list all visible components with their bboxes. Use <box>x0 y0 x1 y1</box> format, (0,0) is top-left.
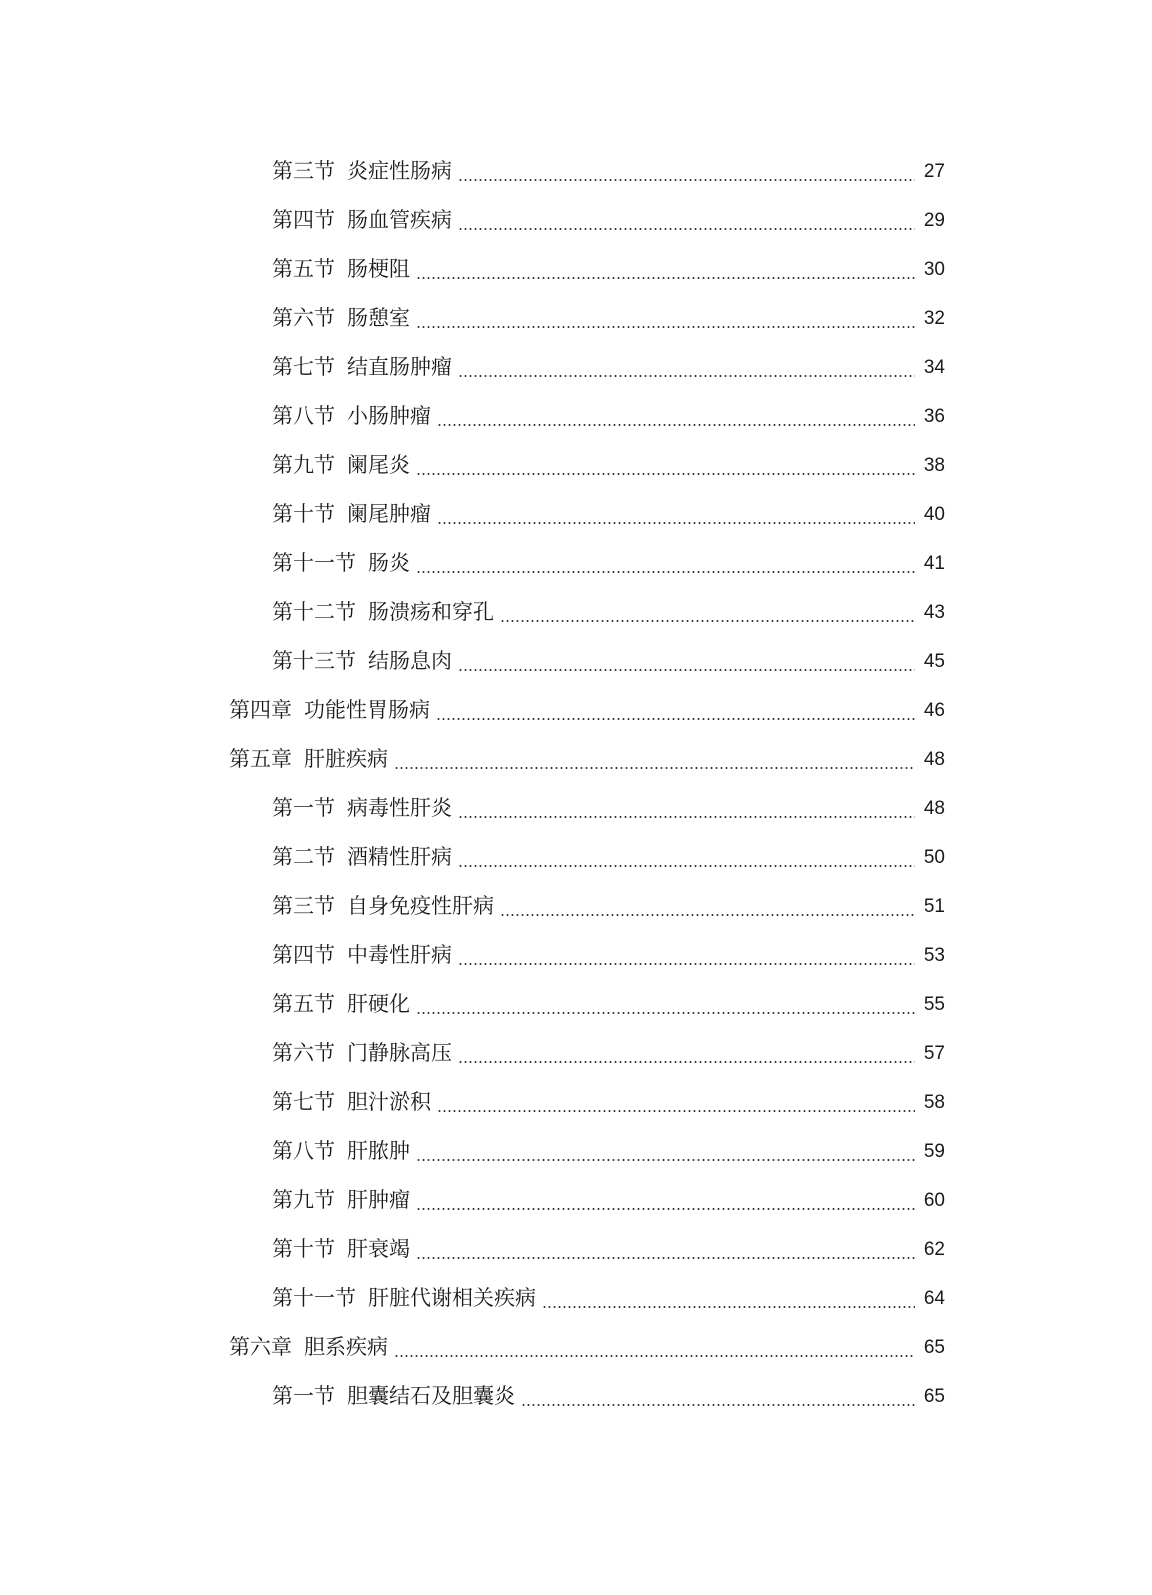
toc-entry-number: 第三节 <box>272 894 335 918</box>
toc-dot-leader <box>458 179 915 181</box>
toc-section-entry[interactable] <box>0 539 1152 588</box>
toc-entry-number: 第一节 <box>272 796 335 820</box>
toc-entry-number: 第八节 <box>272 1139 335 1163</box>
toc-entry-number: 第七节 <box>272 1090 335 1114</box>
toc-section-entry[interactable] <box>0 294 1152 343</box>
toc-entry-title: 中毒性肝病 <box>347 943 452 967</box>
toc-section-entry[interactable] <box>0 931 1152 980</box>
toc-page-number: 48 <box>923 798 945 819</box>
toc-entry-number: 第五章 <box>229 747 292 771</box>
toc-dot-leader <box>458 865 915 867</box>
toc-entry-title: 胆囊结石及胆囊炎 <box>347 1384 515 1408</box>
toc-page-number: 41 <box>923 553 945 574</box>
toc-entry-number: 第八节 <box>272 404 335 428</box>
toc-dot-leader <box>458 669 915 671</box>
toc-page-number: 38 <box>923 455 945 476</box>
toc-entry-title: 肠溃疡和穿孔 <box>368 600 494 624</box>
toc-section-entry[interactable] <box>0 637 1152 686</box>
toc-entry-number: 第十一节 <box>272 1286 356 1310</box>
toc-entry-number: 第十节 <box>272 502 335 526</box>
toc-dot-leader <box>458 375 915 377</box>
toc-entry-title: 自身免疫性肝病 <box>347 894 494 918</box>
toc-page-number: 62 <box>923 1239 945 1260</box>
toc-dot-leader <box>458 1061 915 1063</box>
toc-page-number: 46 <box>923 700 945 721</box>
toc-page-number: 53 <box>923 945 945 966</box>
toc-dot-leader <box>416 1012 915 1014</box>
toc-entry-title: 胆系疾病 <box>304 1335 388 1359</box>
toc-page-number: 45 <box>923 651 945 672</box>
toc-entry-number: 第十二节 <box>272 600 356 624</box>
toc-dot-leader <box>394 767 915 769</box>
toc-section-entry[interactable] <box>0 343 1152 392</box>
toc-dot-leader <box>521 1404 915 1406</box>
toc-entry-number: 第五节 <box>272 992 335 1016</box>
toc-section-entry[interactable] <box>0 392 1152 441</box>
toc-section-entry[interactable] <box>0 784 1152 833</box>
toc-entry-title: 肠憩室 <box>347 306 410 330</box>
toc-entry-number: 第七节 <box>272 355 335 379</box>
toc-entry-number: 第九节 <box>272 453 335 477</box>
toc-page-number: 55 <box>923 994 945 1015</box>
toc-dot-leader <box>394 1355 915 1357</box>
toc-entry-number: 第九节 <box>272 1188 335 1212</box>
toc-entry-number: 第六章 <box>229 1335 292 1359</box>
toc-dot-leader <box>458 963 915 965</box>
toc-entry-title: 阑尾炎 <box>347 453 410 477</box>
toc-entry-title: 肝衰竭 <box>347 1237 410 1261</box>
toc-entry-number: 第六节 <box>272 306 335 330</box>
toc-entry-title: 炎症性肠病 <box>347 159 452 183</box>
toc-dot-leader <box>416 1257 915 1259</box>
toc-entry-title: 结肠息肉 <box>368 649 452 673</box>
toc-entry-title: 功能性胃肠病 <box>304 698 430 722</box>
toc-dot-leader <box>437 1110 915 1112</box>
toc-dot-leader <box>416 277 915 279</box>
toc-page-number: 50 <box>923 847 945 868</box>
toc-entry-title: 肝脏疾病 <box>304 747 388 771</box>
toc-section-entry[interactable] <box>0 833 1152 882</box>
toc-entry-number: 第三节 <box>272 159 335 183</box>
toc-section-entry[interactable] <box>0 490 1152 539</box>
toc-entry-number: 第十一节 <box>272 551 356 575</box>
toc-section-entry[interactable] <box>0 1274 1152 1323</box>
toc-section-entry[interactable] <box>0 1176 1152 1225</box>
toc-entry-title: 病毒性肝炎 <box>347 796 452 820</box>
toc-dot-leader <box>437 522 915 524</box>
toc-chapter-entry[interactable] <box>0 686 1152 735</box>
toc-dot-leader <box>416 473 915 475</box>
toc-entry-number: 第六节 <box>272 1041 335 1065</box>
toc-section-entry[interactable] <box>0 1372 1152 1421</box>
toc-page-number: 27 <box>923 161 945 182</box>
toc-page-number: 32 <box>923 308 945 329</box>
toc-entry-title: 肠梗阻 <box>347 257 410 281</box>
toc-entry-title: 结直肠肿瘤 <box>347 355 452 379</box>
toc-dot-leader <box>437 424 915 426</box>
toc-entry-title: 门静脉高压 <box>347 1041 452 1065</box>
toc-dot-leader <box>500 914 915 916</box>
toc-entry-title: 酒精性肝病 <box>347 845 452 869</box>
toc-page-number: 58 <box>923 1092 945 1113</box>
table-of-contents <box>0 147 1152 1421</box>
toc-section-entry[interactable] <box>0 1078 1152 1127</box>
toc-dot-leader <box>416 571 915 573</box>
toc-dot-leader <box>458 228 915 230</box>
toc-entry-title: 小肠肿瘤 <box>347 404 431 428</box>
toc-entry-title: 肠血管疾病 <box>347 208 452 232</box>
toc-page-number: 34 <box>923 357 945 378</box>
toc-dot-leader <box>436 718 915 720</box>
toc-chapter-entry[interactable] <box>0 1323 1152 1372</box>
toc-entry-title: 肝肿瘤 <box>347 1188 410 1212</box>
toc-page-number: 30 <box>923 259 945 280</box>
toc-dot-leader <box>416 1159 915 1161</box>
toc-page-number: 65 <box>923 1337 945 1358</box>
toc-page-number: 60 <box>923 1190 945 1211</box>
toc-entry-title: 肝脓肿 <box>347 1139 410 1163</box>
toc-section-entry[interactable] <box>0 196 1152 245</box>
toc-page-number: 64 <box>923 1288 945 1309</box>
toc-chapter-entry[interactable] <box>0 735 1152 784</box>
toc-section-entry[interactable] <box>0 1029 1152 1078</box>
toc-section-entry[interactable] <box>0 882 1152 931</box>
toc-page-number: 59 <box>923 1141 945 1162</box>
toc-entry-number: 第四节 <box>272 943 335 967</box>
toc-page-number: 51 <box>923 896 945 917</box>
toc-page-number: 57 <box>923 1043 945 1064</box>
toc-section-entry[interactable] <box>0 1225 1152 1274</box>
toc-page-number: 36 <box>923 406 945 427</box>
toc-page-number: 29 <box>923 210 945 231</box>
toc-entry-number: 第二节 <box>272 845 335 869</box>
toc-section-entry[interactable] <box>0 147 1152 196</box>
toc-entry-title: 肝硬化 <box>347 992 410 1016</box>
toc-page-number: 40 <box>923 504 945 525</box>
toc-section-entry[interactable] <box>0 1127 1152 1176</box>
toc-section-entry[interactable] <box>0 980 1152 1029</box>
toc-entry-title: 肝脏代谢相关疾病 <box>368 1286 536 1310</box>
toc-entry-number: 第十三节 <box>272 649 356 673</box>
toc-section-entry[interactable] <box>0 588 1152 637</box>
toc-page-number: 43 <box>923 602 945 623</box>
toc-dot-leader <box>542 1306 915 1308</box>
toc-dot-leader <box>500 620 915 622</box>
toc-entry-number: 第一节 <box>272 1384 335 1408</box>
toc-entry-title: 肠炎 <box>368 551 410 575</box>
toc-page-number: 48 <box>923 749 945 770</box>
toc-dot-leader <box>458 816 915 818</box>
toc-dot-leader <box>416 1208 915 1210</box>
toc-section-entry[interactable] <box>0 441 1152 490</box>
toc-entry-number: 第十节 <box>272 1237 335 1261</box>
toc-entry-title: 阑尾肿瘤 <box>347 502 431 526</box>
toc-entry-number: 第四节 <box>272 208 335 232</box>
toc-entry-number: 第四章 <box>229 698 292 722</box>
toc-section-entry[interactable] <box>0 245 1152 294</box>
toc-entry-title: 胆汁淤积 <box>347 1090 431 1114</box>
toc-page-number: 65 <box>923 1386 945 1407</box>
toc-entry-number: 第五节 <box>272 257 335 281</box>
toc-dot-leader <box>416 326 915 328</box>
